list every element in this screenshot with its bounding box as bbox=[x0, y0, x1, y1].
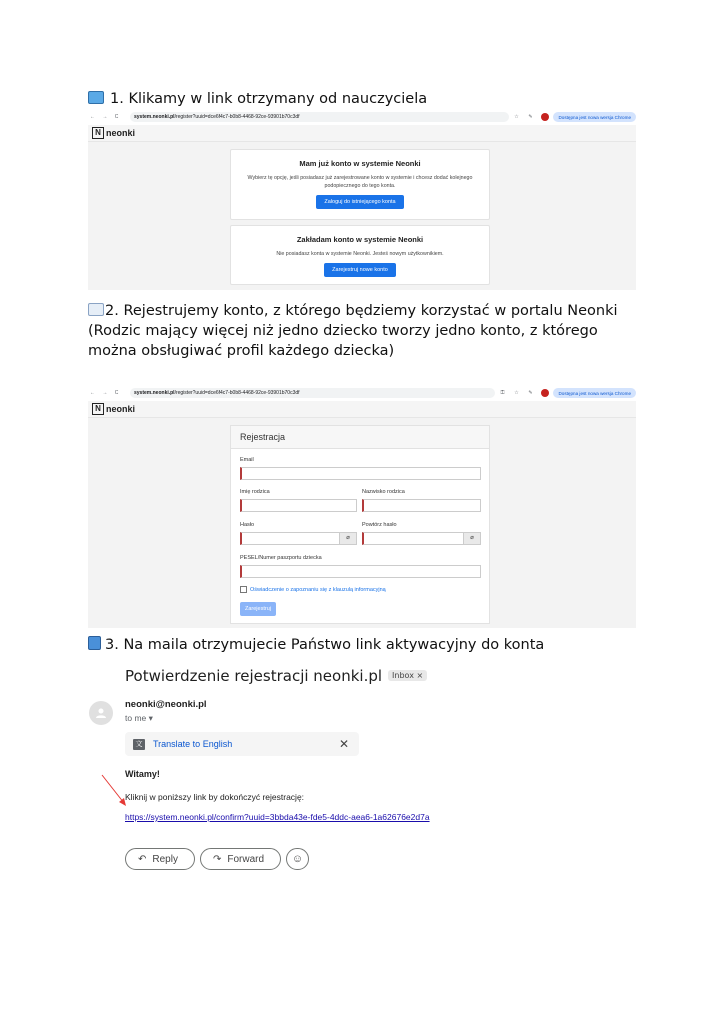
login-card bbox=[230, 149, 490, 220]
registration-form bbox=[230, 425, 490, 624]
chrome-update-button[interactable]: Dostępna jest nowa wersja Chrome bbox=[553, 388, 636, 398]
first-name-label: Imię rodzica bbox=[240, 489, 270, 495]
incoming-envelope-icon bbox=[88, 303, 104, 316]
step-3-heading: 3. Na maila otrzymujecie Państwo link aktywacyjny do konta bbox=[88, 635, 544, 655]
extension-icon[interactable]: ✎ bbox=[528, 390, 533, 396]
caret-down-icon[interactable]: ▾ bbox=[148, 713, 153, 723]
pesel-field[interactable] bbox=[240, 565, 481, 578]
login-card-title: Mam już konto w systemie Neonki bbox=[299, 159, 421, 168]
person-icon bbox=[95, 707, 107, 719]
star-icon[interactable]: ☆ bbox=[514, 114, 519, 120]
sender-avatar bbox=[89, 701, 113, 725]
neonki-logo[interactable]: N neonki bbox=[92, 403, 135, 415]
register-submit-button[interactable]: Zarejestruj bbox=[240, 602, 276, 616]
reply-button[interactable]: ↶ Reply bbox=[125, 848, 195, 870]
register-card bbox=[230, 225, 490, 285]
register-new-button[interactable]: Zarejestruj nowe konto bbox=[324, 263, 396, 277]
register-card-desc: Nie posiadasz konta w systemie Neonki. Jesteś nowym użytkownikiem. bbox=[276, 251, 444, 257]
forward-icon: ↷ bbox=[213, 853, 222, 865]
translate-bar bbox=[125, 732, 359, 756]
translate-icon: 文 bbox=[133, 739, 145, 750]
extension-icon[interactable]: ✎ bbox=[528, 114, 533, 120]
sender-email: neonki@neonki.pl bbox=[125, 699, 207, 710]
app-header-2 bbox=[88, 401, 636, 418]
screenshot-2-content bbox=[88, 418, 636, 628]
pesel-label: PESEL/Numer paszportu dziecka bbox=[240, 555, 322, 561]
key-icon[interactable]: ⚿ bbox=[500, 390, 505, 396]
inbox-tray-icon bbox=[88, 636, 101, 650]
register-card-title: Zakładam konto w systemie Neonki bbox=[296, 235, 424, 244]
translate-link[interactable]: Translate to English bbox=[153, 739, 233, 749]
last-name-field[interactable] bbox=[362, 499, 481, 512]
checkbox-icon[interactable] bbox=[240, 586, 247, 593]
recipient-line[interactable]: to me ▾ bbox=[125, 713, 153, 723]
chrome-update-button[interactable]: Dostępna jest nowa wersja Chrome bbox=[553, 112, 636, 122]
address-bar[interactable]: system.neonki.pl /register?uuid=dce6f4c7-b0b8-4468-92ce-93901b70c3df bbox=[130, 112, 509, 122]
screenshot-1-content bbox=[88, 142, 636, 290]
app-header bbox=[88, 125, 636, 142]
password-repeat-field[interactable] bbox=[362, 532, 481, 545]
email-instruction: Kliknij w poniższy link by dokończyć rejestrację: bbox=[125, 792, 305, 802]
activation-link[interactable]: https://system.neonki.pl/confirm?uuid=3bbda43e-fde5-4ddc-aea6-1a62676e2d7a bbox=[125, 812, 430, 822]
step-2-heading: 2. Rejestrujemy konto, z którego będziemy korzystać w portalu Neonki (Rodzic mający więcej niż jedno dziecko tworzy jedno konto, z którego można obsługiwać profil każdego dziecka) bbox=[88, 303, 618, 359]
password-field[interactable] bbox=[240, 532, 357, 545]
eye-slash-icon[interactable]: ⌀ bbox=[339, 533, 356, 544]
password-label: Hasło bbox=[240, 522, 255, 528]
login-card-desc: Wybierz tę opcję, jeśli posiadasz już zarejestrowane konto w systemie i chcesz dodać kolejnego podopiecznego do tego konta. bbox=[247, 175, 473, 189]
close-icon[interactable]: ✕ bbox=[338, 737, 349, 751]
registration-title: Rejestracja bbox=[231, 426, 489, 449]
address-bar-2[interactable]: system.neonki.pl /register?uuid=dce6f4c7-b0b8-4468-92ce-93901b70c3df bbox=[130, 388, 495, 398]
email-subject: Potwierdzenie rejestracji neonki.pl Inbox × bbox=[125, 667, 427, 685]
forward-button[interactable]: ↷ Forward bbox=[200, 848, 281, 870]
step-1-heading: 1. Klikamy w link otrzymany od nauczyciela bbox=[88, 89, 427, 109]
nav-arrows-icon[interactable]: ← → C bbox=[90, 114, 122, 120]
email-field[interactable] bbox=[240, 467, 481, 480]
email-greeting: Witamy! bbox=[125, 769, 160, 779]
browser-toolbar-2 bbox=[88, 386, 636, 400]
login-existing-button[interactable]: Zaloguj do istniejącego konta bbox=[316, 195, 403, 209]
smiley-icon: ☺ bbox=[291, 853, 304, 865]
red-arrow-annotation bbox=[100, 773, 130, 809]
last-name-label: Nazwisko rodzica bbox=[362, 489, 405, 495]
eye-slash-icon[interactable]: ⌀ bbox=[463, 533, 480, 544]
neonki-logo[interactable]: N neonki bbox=[92, 127, 135, 139]
envelope-icon bbox=[88, 91, 104, 104]
inbox-label[interactable]: Inbox × bbox=[388, 670, 427, 681]
reply-icon: ↶ bbox=[138, 853, 147, 865]
consent-checkbox[interactable]: Oświadczenie o zapoznaniu się z klauzulą informacyjną bbox=[240, 586, 386, 593]
first-name-field[interactable] bbox=[240, 499, 357, 512]
email-label: Email bbox=[240, 457, 254, 463]
profile-avatar[interactable] bbox=[541, 389, 549, 397]
profile-avatar[interactable] bbox=[541, 113, 549, 121]
password-repeat-label: Powtórz hasło bbox=[362, 522, 397, 528]
emoji-reaction-button[interactable] bbox=[286, 848, 309, 870]
browser-toolbar bbox=[88, 110, 636, 124]
star-icon[interactable]: ☆ bbox=[514, 390, 519, 396]
nav-arrows-icon[interactable]: ← → C bbox=[90, 390, 122, 396]
